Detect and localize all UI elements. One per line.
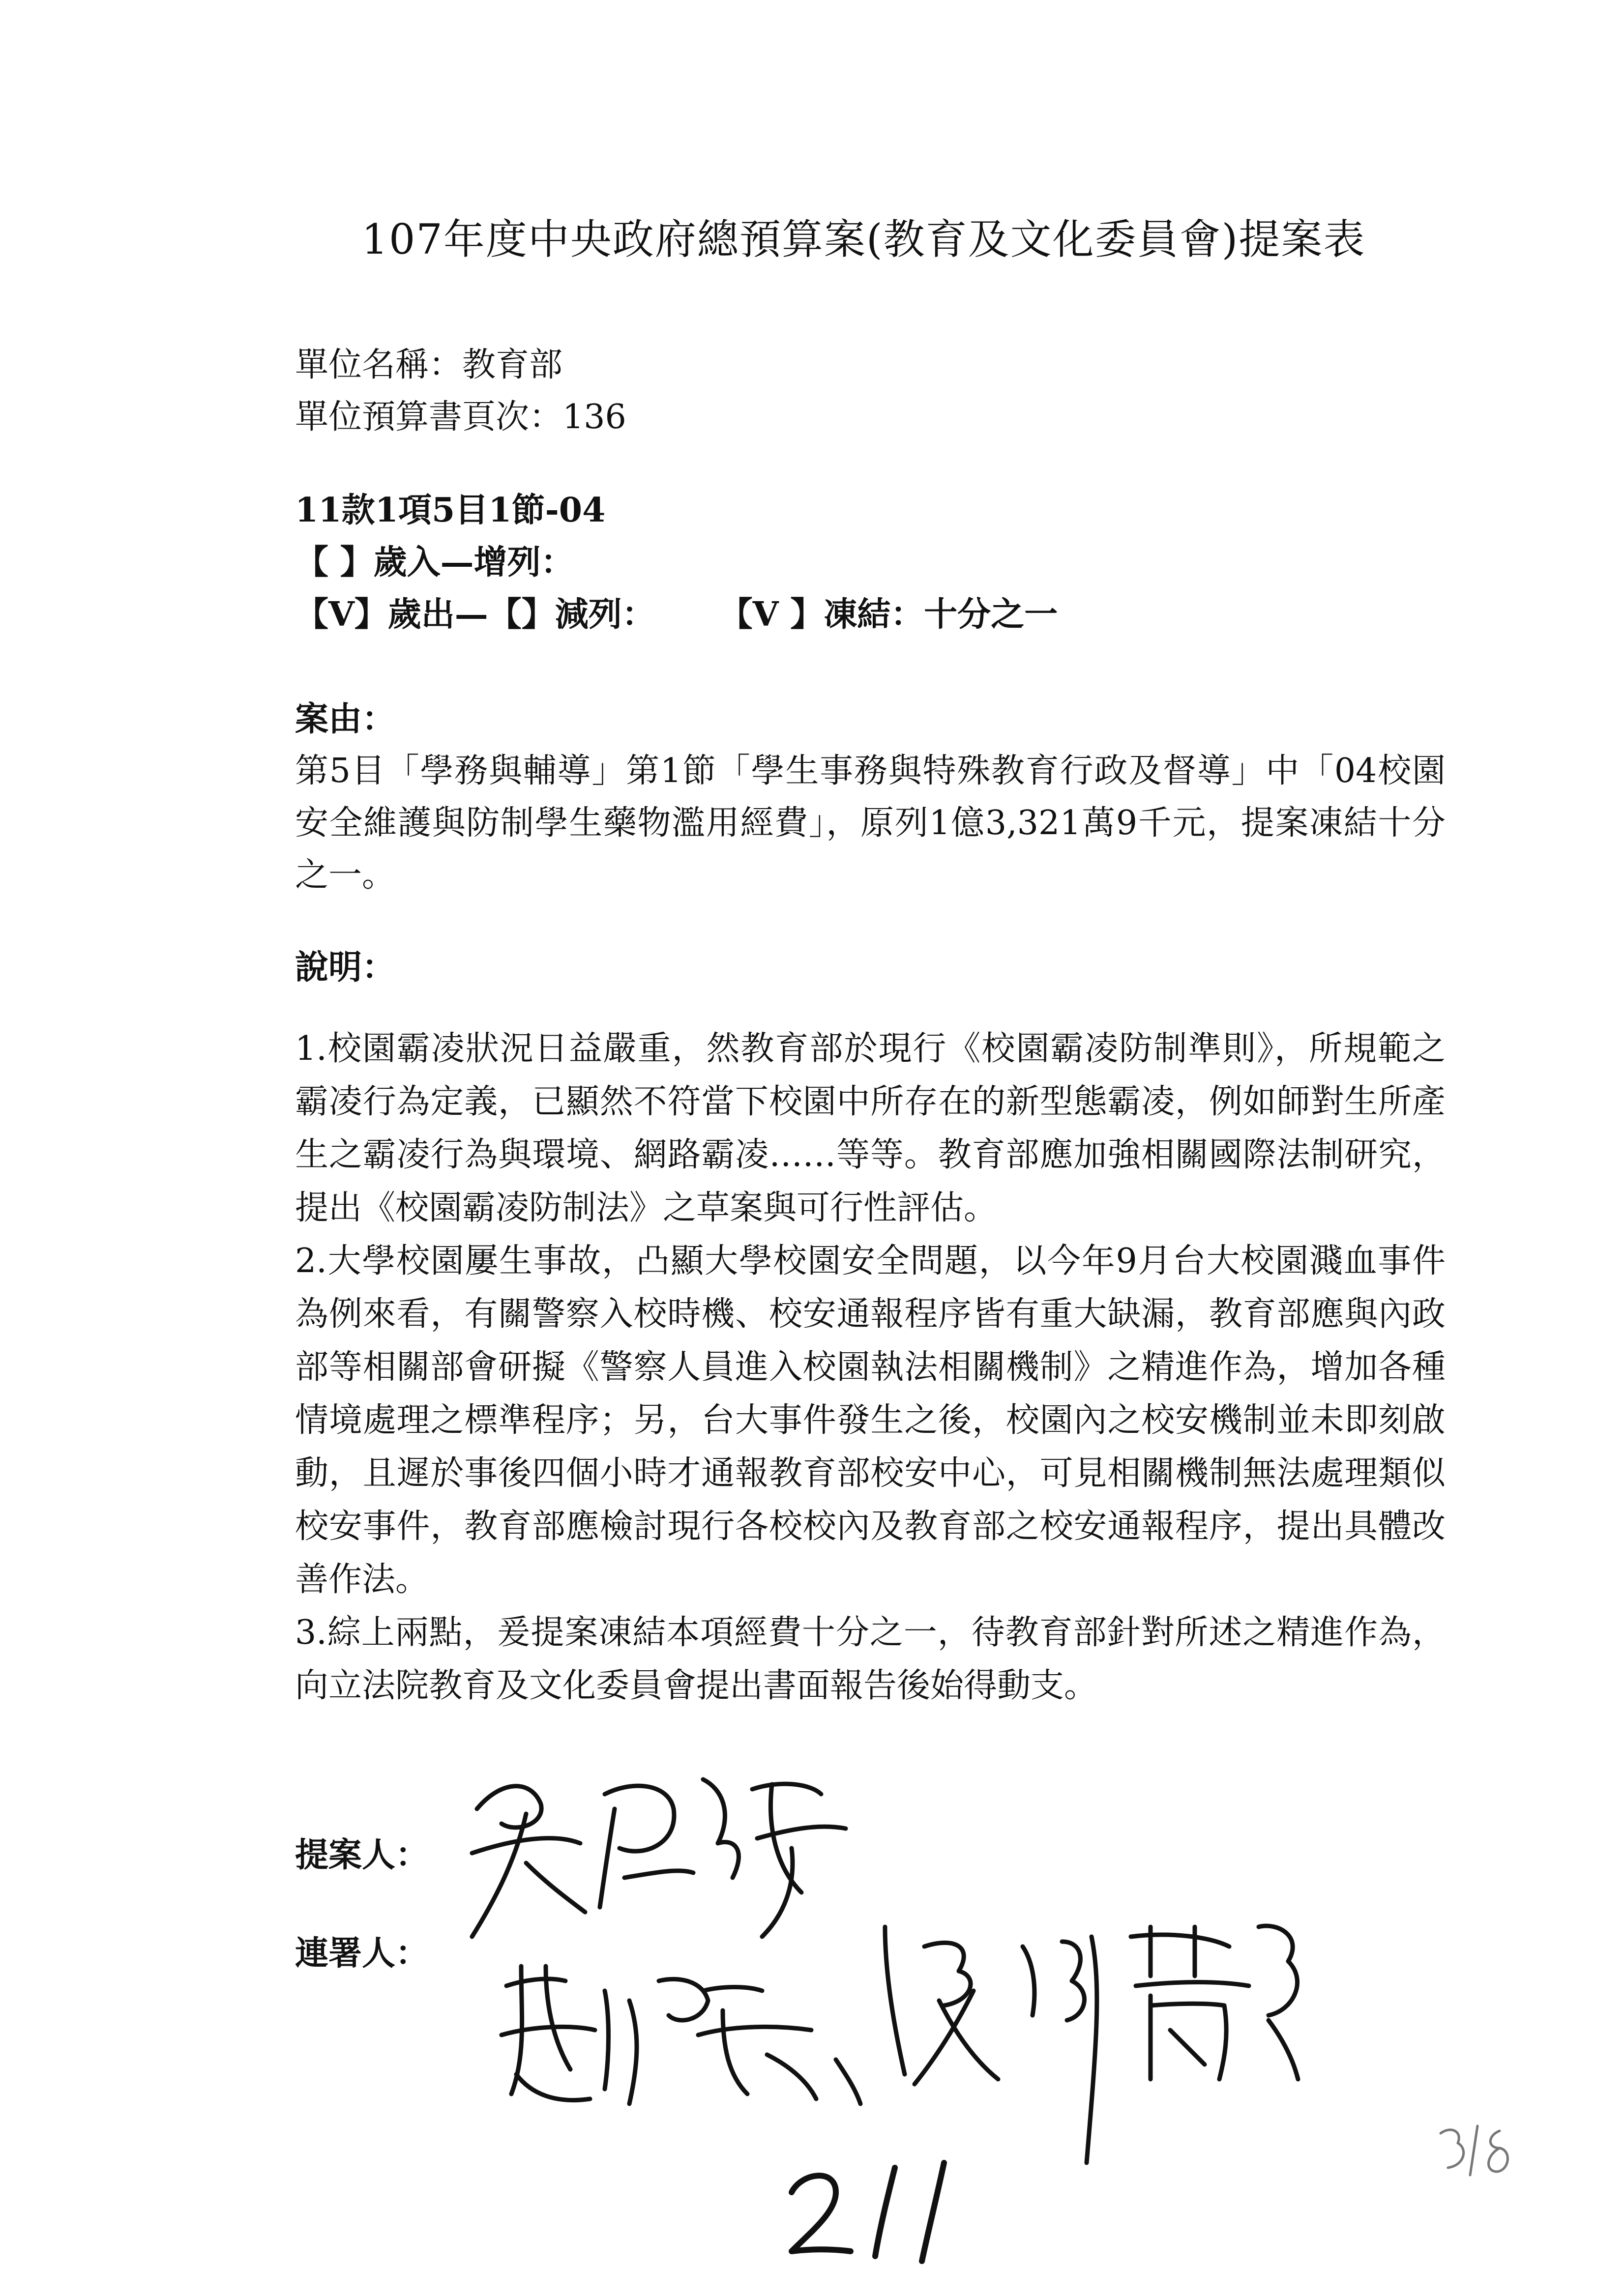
document-title: 107年度中央政府總預算案(教育及文化委員會)提案表 bbox=[361, 215, 1366, 263]
expenditure-freeze: 【V 】凍結：十分之一 bbox=[719, 595, 1058, 634]
unit-name-value: 教育部 bbox=[462, 346, 563, 384]
item-code: 11款1項5目1節-04 bbox=[295, 491, 606, 530]
proposer-label: 提案人： bbox=[295, 1835, 429, 1875]
unit-name-row bbox=[295, 339, 1446, 391]
unit-name-label: 單位名稱： bbox=[295, 346, 463, 384]
cosigner-signature-2 bbox=[875, 1917, 1318, 2173]
cosigner-signature-1 bbox=[492, 1947, 875, 2133]
expenditure-line bbox=[295, 588, 1446, 640]
cosigner-label: 連署人： bbox=[295, 1934, 429, 1973]
unit-info bbox=[295, 339, 1446, 443]
reason-section bbox=[295, 693, 1446, 901]
proposer-signature bbox=[457, 1750, 860, 1956]
budget-code-block bbox=[295, 484, 1446, 640]
budget-page-label: 單位預算書頁次： bbox=[295, 398, 563, 436]
reason-text: 第5目「學務與輔導」第1節「學生事務與特殊教育行政及督導」中「04校園安全維護與防制學生藥物濫用經費」，原列1億3,321萬9千元，提案凍結十分之一。 bbox=[295, 752, 1446, 895]
explanation-item-2: 2.大學校園屢生事故，凸顯大學校園安全問題，以今年9月台大校園濺血事件為例來看，有關警察入校時機、校安通報程序皆有重大缺漏，教育部應與內政部等相關部會研擬《警察人員進入校園執法相關機制》之精進作為，增加各種情境處理之標準程序；另，台大事件發生之後，校園內之校安機制並未即刻啟動，且遲於事後四個小時才通報教育部校安中心，可見相關機制無法處理類似校安事件，教育部應檢討現行各校校內及教育部之校安通報程序，提出具體改善作法。 bbox=[295, 1242, 1446, 1599]
handwritten-page-number bbox=[782, 2158, 978, 2266]
budget-page-value: 136 bbox=[562, 398, 626, 436]
budget-page-row bbox=[295, 391, 1446, 443]
explanation-heading: 說明： bbox=[295, 948, 396, 987]
revenue-line: 【 】歲入—增列： bbox=[295, 543, 574, 582]
explanation-item-1: 1.校園霸凌狀況日益嚴重，然教育部於現行《校園霸凌防制準則》，所規範之霸凌行為定義，已顯然不符當下校園中所存在的新型態霸凌，例如師對生所產生之霸凌行為與環境、網路霸凌……等等。教育部應加強相關國際法制研究，提出《校園霸凌防制法》之草案與可行性評估。 bbox=[295, 1029, 1446, 1227]
explanation-item-3: 3.綜上兩點，爰提案凍結本項經費十分之一，待教育部針對所述之精進作為，向立法院教育及文化委員會提出書面報告後始得動支。 bbox=[295, 1613, 1446, 1705]
reason-heading: 案由： bbox=[295, 699, 396, 739]
explanation-heading-wrap bbox=[295, 941, 1446, 993]
explanation-list bbox=[295, 1022, 1446, 1713]
expenditure-reduce: 【V】歲出—【】減列： bbox=[295, 595, 655, 634]
margin-mark bbox=[1431, 2119, 1519, 2182]
